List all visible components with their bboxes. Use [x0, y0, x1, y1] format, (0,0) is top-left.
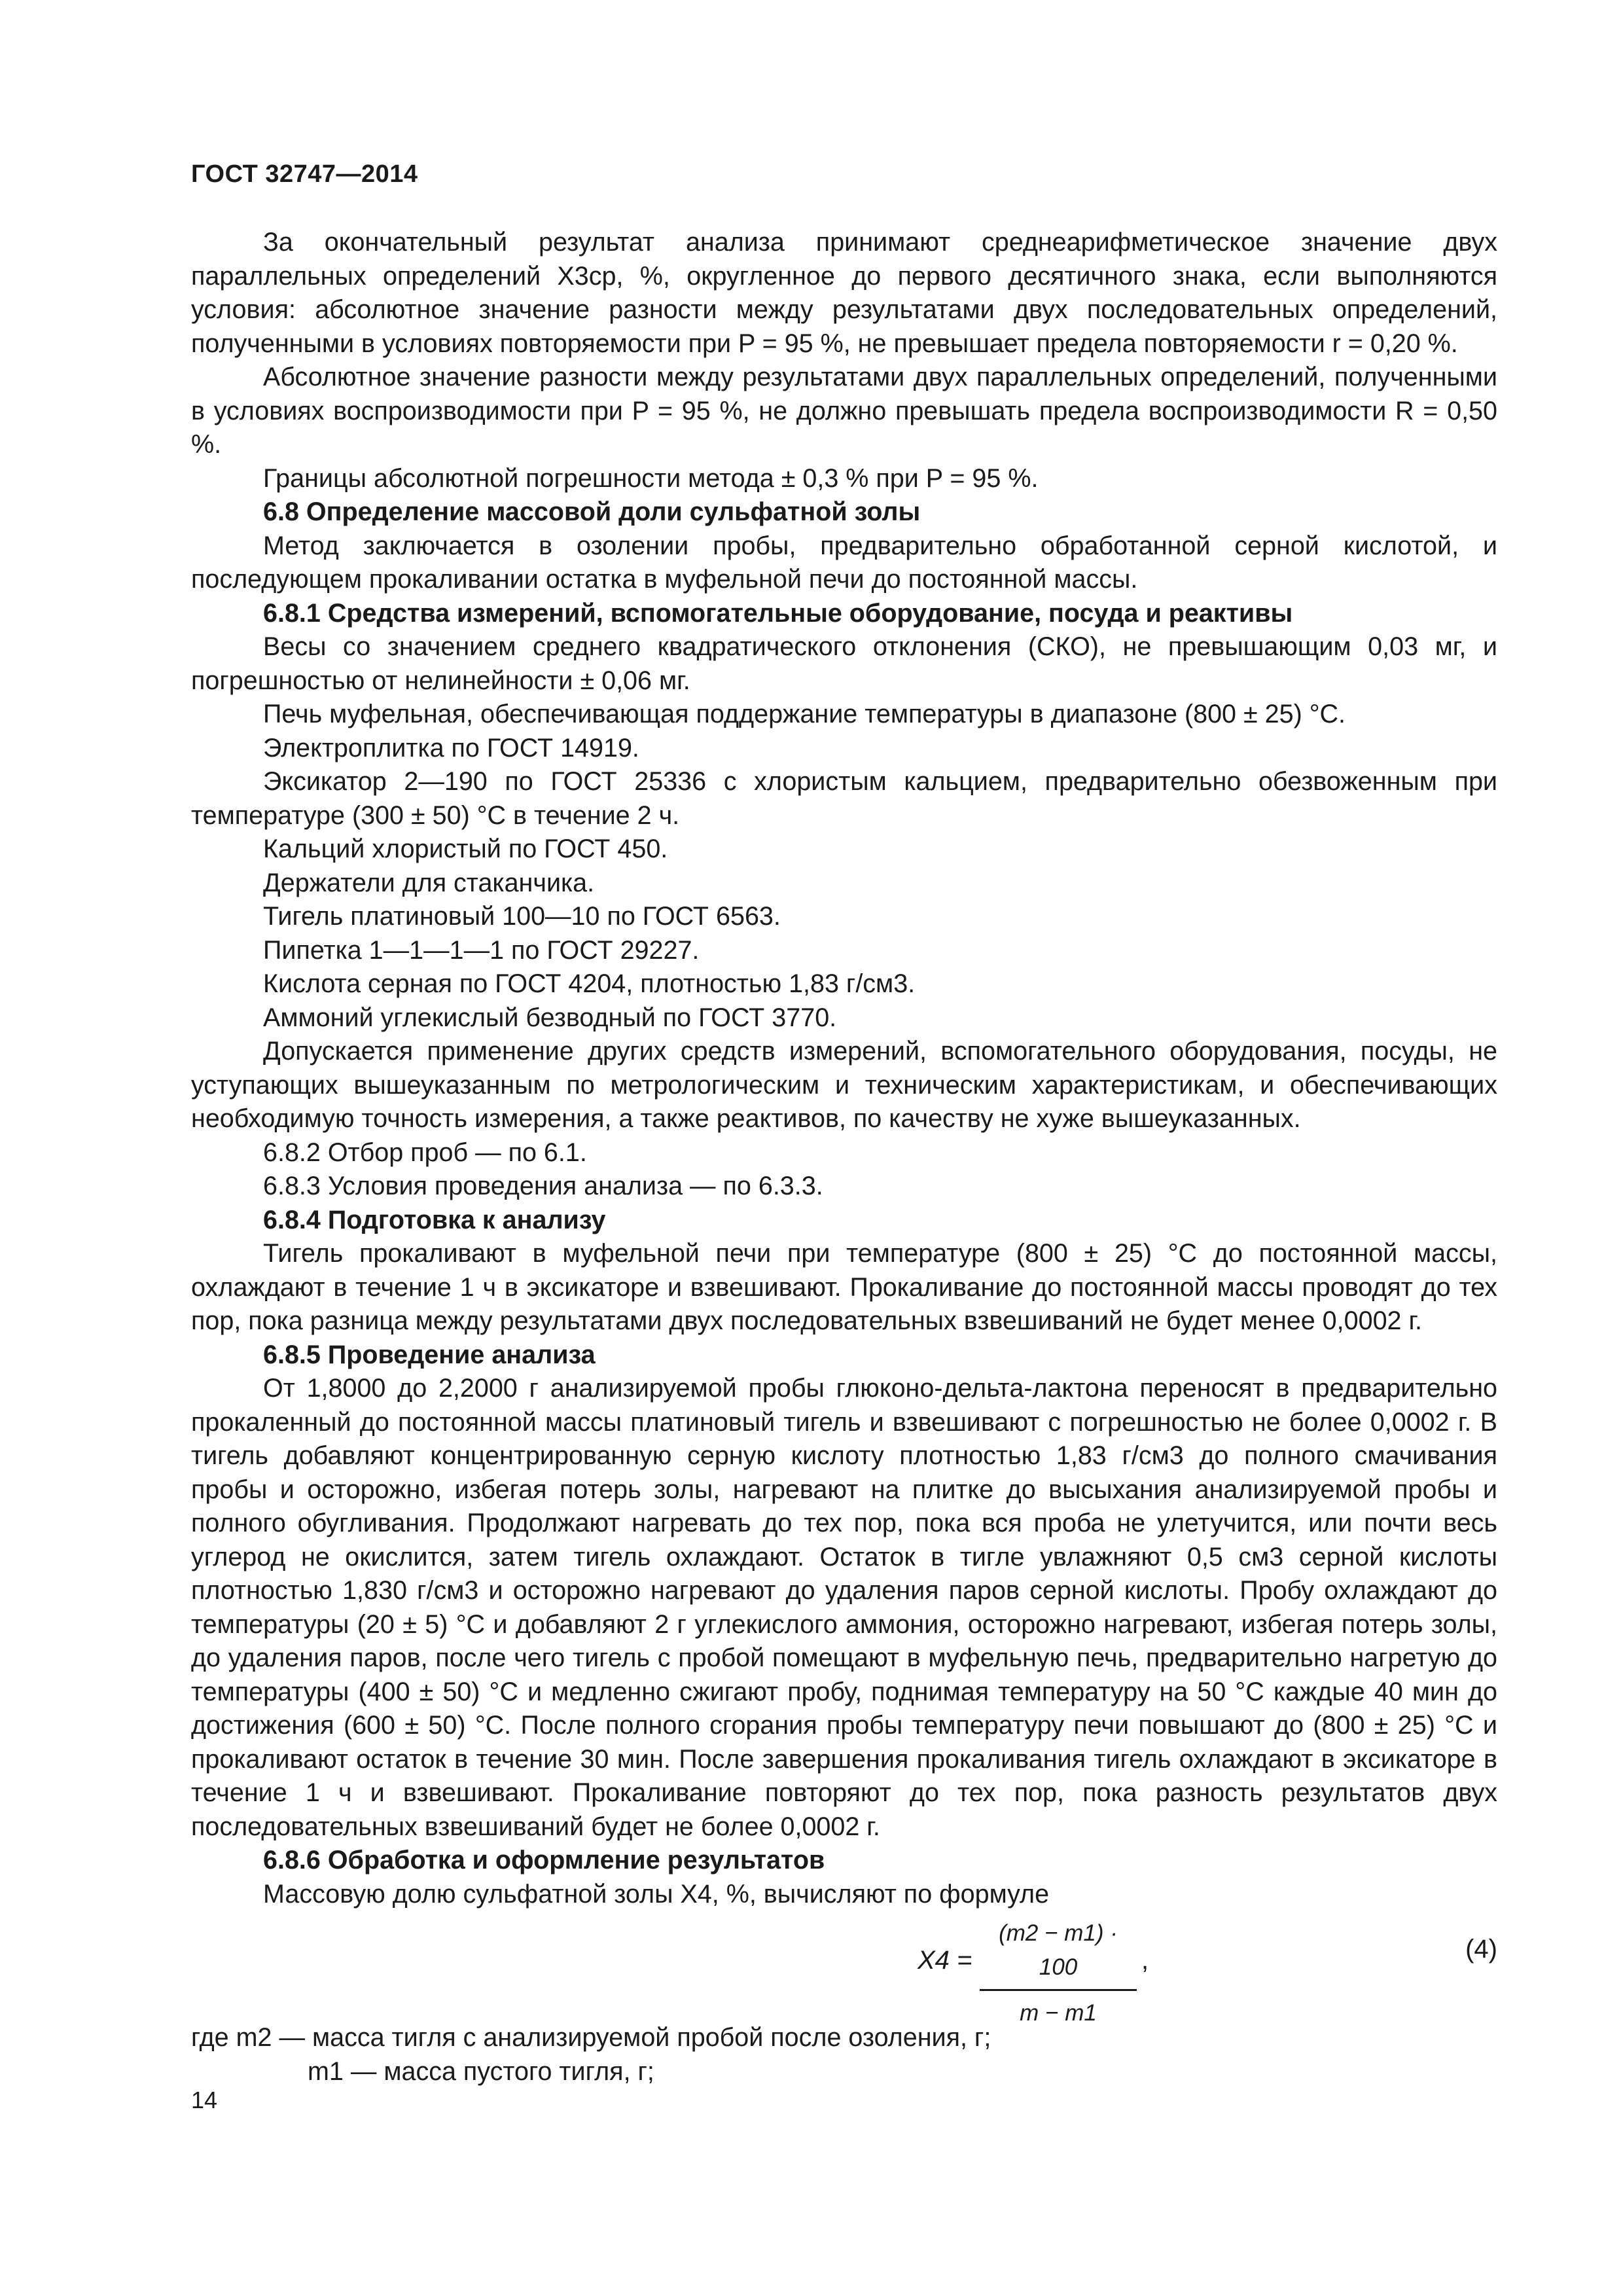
paragraph: От 1,8000 до 2,2000 г анализируемой пробы глюконо-дельта-лактона переносят в предварительно прокаленный до постоянной массы платиновый тигель и взвешивают с погрешностью не более 0,0002 г. В тигель добавляют концентрированную серную кислоту плотностью 1,83 г/см3 до полного смачивания пробы и осторожно, избегая потерь золы, нагревают на плитке до высыхания анализируемой пробы и полного обугливания. Продолжают нагревать до тех пор, пока вся проба не улетучится, или почти весь углерод не окислится, затем тигель охлаждают. Остаток в тигле увлажняют 0,5 см3 серной кислоты плотностью 1,830 г/см3 и осторожно нагревают до удаления паров серной кислоты. Пробу охлаждают до температуры (20 ± 5) °С и добавляют 2 г углекислого аммония, осторожно нагревают, избегая потерь золы, до удаления паров, после чего тигель с пробой помещают в муфельную печь, предварительно нагретую до температуры (400 ± 50) °С и медленно сжигают пробу, поднимая температуру на 50 °С каждые 40 мин до достижения (600 ± 50) °С. После полного сгорания пробы температуру печи повышают до (800 ± 25) °С и прокаливают остаток в течение 30 мин. После завершения прокаливания тигель охлаждают в эксикаторе в течение 1 ч и взвешивают. Прокаливание повторяют до тех пор, пока разность результатов двух последовательных взвешиваний будет не более 0,0002 г.: [191, 1374, 1497, 1841]
formula-4: [191, 1916, 1497, 2026]
paragraph: За окончательный результат анализа принимают среднеарифметическое значение двух параллельных определений X3ср, %, округленное до первого десятичного знака, если выполняются условия: абсолютное значение разности между результатами двух последовательных определений, полученными в условиях повторяемости при P = 95 %, не превышает предела повторяемости r = 0,20 %.: [191, 228, 1497, 358]
formula-fraction: [980, 1916, 1137, 2030]
paragraph: Тигель платиновый 100—10 по ГОСТ 6563.: [263, 902, 781, 931]
paragraph: Тигель прокаливают в муфельной печи при температуре (800 ± 25) °С до постоянной массы, охлаждают в течение 1 ч в эксикаторе и взвешивают. Прокаливание до постоянной массы проводят до тех пор, пока разница между результатами двух последовательных взвешиваний не будет менее 0,0002 г.: [191, 1239, 1497, 1335]
paragraph: Метод заключается в озолении пробы, предварительно обработанной серной кислотой, и последующем прокаливании остатка в муфельной печи до постоянной массы.: [191, 531, 1497, 594]
section-heading: 6.8.1 Средства измерений, вспомогательные оборудование, посуда и реактивы: [263, 598, 1293, 628]
paragraph: Кальций хлористый по ГОСТ 450.: [263, 834, 668, 863]
paragraph: Кислота серная по ГОСТ 4204, плотностью 1,83 г/см3.: [263, 969, 916, 998]
where-line: m1 — масса пустого тигля, г;: [308, 2056, 654, 2086]
paragraph: Допускается применение других средств измерений, вспомогательного оборудования, посуды, не уступающих вышеуказанным по метрологическим и техническим характеристикам, и обеспечивающих необходимую точность измерения, а также реактивов, по качеству не хуже вышеуказанных.: [191, 1037, 1497, 1133]
paragraph: 6.8.3 Условия проведения анализа — по 6.3.3.: [263, 1172, 823, 1200]
section-heading: 6.8.4 Подготовка к анализу: [263, 1205, 606, 1234]
formula-lhs: X4 =: [918, 1946, 972, 1975]
document-body: [191, 226, 1497, 2089]
paragraph: Абсолютное значение разности между результатами двух параллельных определений, полученными в условиях воспроизводимости при P = 95 %, не должно превышать предела воспроизводимости R = 0,50 %.: [191, 363, 1497, 459]
formula-numerator: (m2 − m1) · 100: [980, 1916, 1137, 1991]
section-heading: 6.8 Определение массовой доли сульфатной золы: [263, 497, 921, 526]
formula-number: (4): [1465, 1935, 1497, 1964]
where-line: где m2 — масса тигля с анализируемой пробой после озоления, г;: [191, 2023, 991, 2052]
paragraph: Держатели для стаканчика.: [263, 868, 595, 897]
standard-header: ГОСТ 32747—2014: [191, 160, 418, 188]
paragraph: Электроплитка по ГОСТ 14919.: [263, 733, 639, 762]
paragraph: Аммоний углекислый безводный по ГОСТ 3770.: [263, 1003, 837, 1032]
formula-trailing: ,: [1141, 1946, 1149, 1975]
formula-denominator: m − m1: [1020, 2000, 1097, 2026]
section-heading: 6.8.5 Проведение анализа: [263, 1340, 596, 1369]
paragraph: 6.8.2 Отбор проб — по 6.1.: [263, 1138, 587, 1167]
paragraph: Массовую долю сульфатной золы X4, %, вычисляют по формуле: [263, 1879, 1050, 1909]
paragraph: Печь муфельная, обеспечивающая поддержание температуры в диапазоне (800 ± 25) °С.: [263, 700, 1346, 728]
paragraph: Весы со значением среднего квадратического отклонения (СКО), не превышающим 0,03 мг, и погрешностью от нелинейности ± 0,06 мг.: [191, 632, 1497, 695]
paragraph: Границы абсолютной погрешности метода ± 0,3 % при P = 95 %.: [263, 463, 1039, 493]
section-heading: 6.8.6 Обработка и оформление результатов: [263, 1846, 825, 1874]
paragraph: Пипетка 1—1—1—1 по ГОСТ 29227.: [263, 935, 700, 965]
page-number: 14: [191, 2087, 218, 2113]
paragraph: Эксикатор 2—190 по ГОСТ 25336 с хлористым кальцием, предварительно обезвоженным при температуре (300 ± 50) °С в течение 2 ч.: [191, 767, 1497, 830]
